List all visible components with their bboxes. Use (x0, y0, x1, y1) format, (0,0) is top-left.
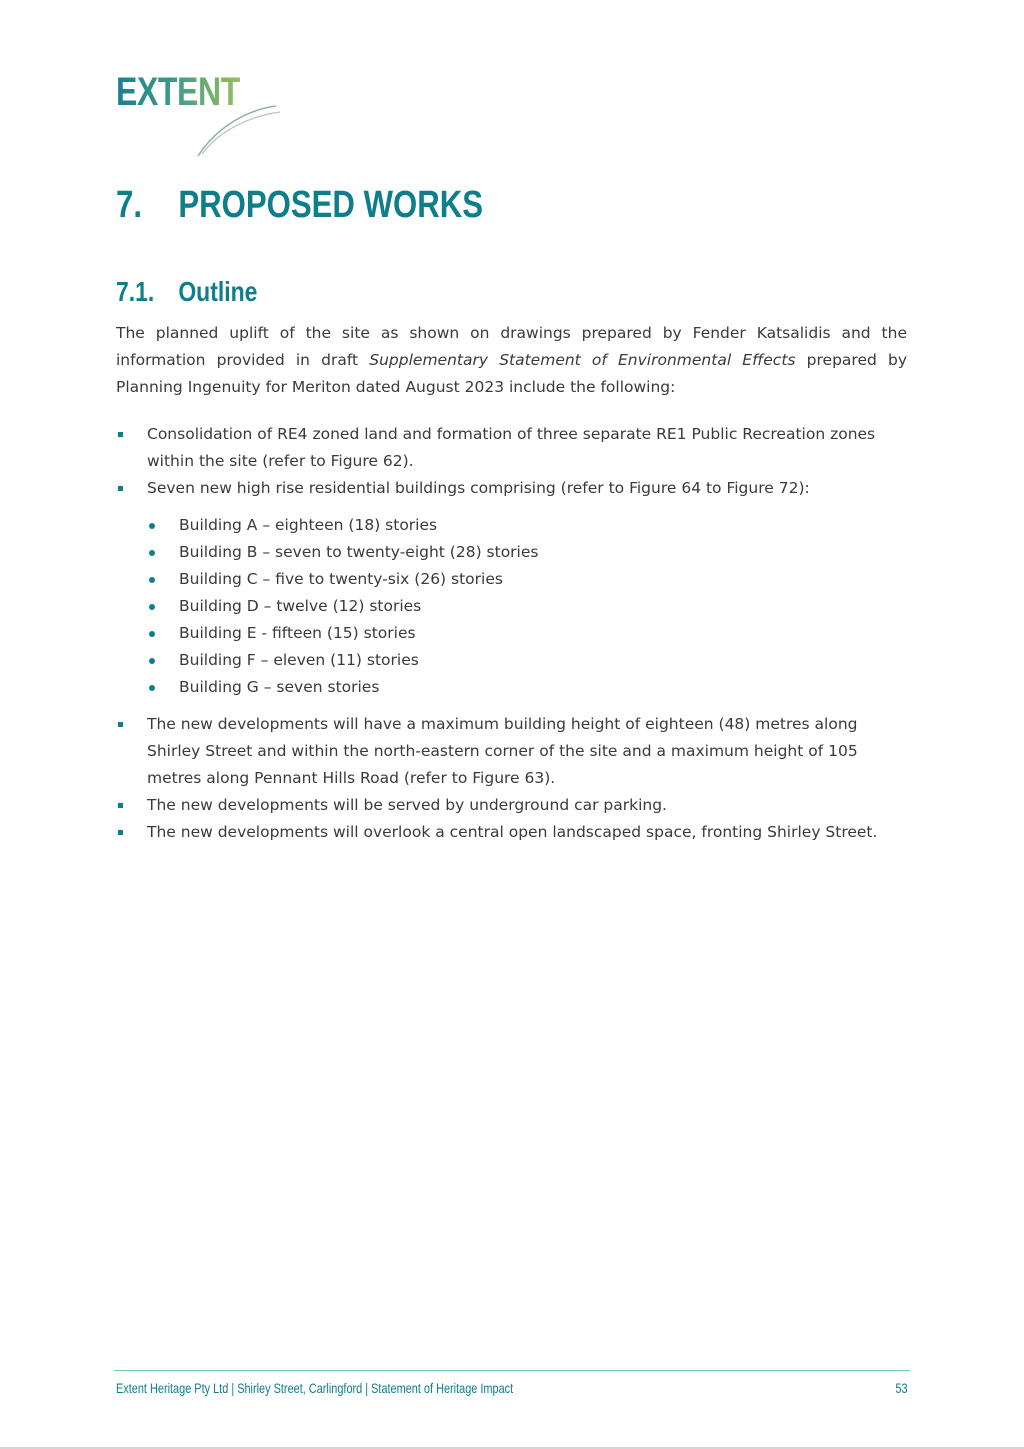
list-item-text: The new developments will have a maximum building height of eighteen (48) metres along Shirley Street and within the north-eastern corner of the site and a maximum height of 105 metres along Pennant Hills Road (refer to Figure 63). (147, 715, 858, 787)
round-bullet-icon (149, 604, 155, 610)
building-item-text: Building B – seven to twenty-eight (28) stories (179, 543, 539, 561)
building-item (147, 566, 907, 593)
section-title: Outline (178, 276, 258, 307)
list-item (116, 475, 907, 701)
list-item-text: The new developments will overlook a central open landscaped space, fronting Shirley Street. (147, 823, 878, 841)
chapter-heading (116, 180, 483, 230)
round-bullet-icon (149, 658, 155, 664)
list-item (116, 819, 907, 846)
building-item-text: Building G – seven stories (179, 678, 380, 696)
square-bullet-icon (118, 803, 123, 808)
list-item (116, 792, 907, 819)
round-bullet-icon (149, 523, 155, 529)
square-bullet-icon (118, 722, 123, 727)
chapter-number: 7. (116, 184, 142, 226)
building-item (147, 647, 907, 674)
chapter-title: PROPOSED WORKS (178, 184, 484, 226)
round-bullet-icon (149, 685, 155, 691)
building-item (147, 539, 907, 566)
square-bullet-icon (118, 830, 123, 835)
buildings-sublist (147, 512, 907, 701)
logo-swoosh-icon (176, 98, 286, 160)
list-item-text: Seven new high rise residential buildings comprising (refer to Figure 64 to Figure 72): (147, 479, 810, 497)
building-item (147, 593, 907, 620)
building-item (147, 674, 907, 701)
footer-document-info: Extent Heritage Pty Ltd | Shirley Street, Carlingford | Statement of Heritage Impact (116, 1380, 514, 1396)
building-item (147, 620, 907, 647)
building-item-text: Building A – eighteen (18) stories (179, 516, 438, 534)
intro-text-after: prepared by Planning Ingenuity for Meriton dated August 2023 include the following: (116, 351, 907, 396)
list-item (116, 711, 907, 792)
intro-text-before: The planned uplift of the site as shown on drawings prepared by Fender Katsalidis and the information provided in draft (116, 324, 907, 369)
square-bullet-icon (118, 486, 123, 491)
section-heading (116, 272, 257, 312)
logo-wordmark: EXTENT (116, 70, 240, 114)
building-item-text: Building C – five to twenty-six (26) stories (179, 570, 503, 588)
round-bullet-icon (149, 550, 155, 556)
footer-divider (114, 1370, 910, 1371)
list-item (116, 421, 907, 475)
section-number: 7.1. (116, 276, 155, 307)
building-item-text: Building F – eleven (11) stories (179, 651, 419, 669)
square-bullet-icon (118, 432, 123, 437)
list-item-text: Consolidation of RE4 zoned land and formation of three separate RE1 Public Recreation zones within the site (refer to Figure 62). (147, 425, 876, 470)
building-item (147, 512, 907, 539)
building-item-text: Building D – twelve (12) stories (179, 597, 422, 615)
page-number: 53 (895, 1380, 908, 1396)
building-item-text: Building E - fifteen (15) stories (179, 624, 416, 642)
round-bullet-icon (149, 631, 155, 637)
intro-document-title: Supplementary Statement of Environmental Effects (369, 351, 796, 369)
round-bullet-icon (149, 577, 155, 583)
extent-logo (116, 70, 286, 160)
proposed-works-list (116, 421, 907, 846)
list-item-text: The new developments will be served by underground car parking. (147, 796, 667, 814)
intro-paragraph (116, 320, 907, 401)
